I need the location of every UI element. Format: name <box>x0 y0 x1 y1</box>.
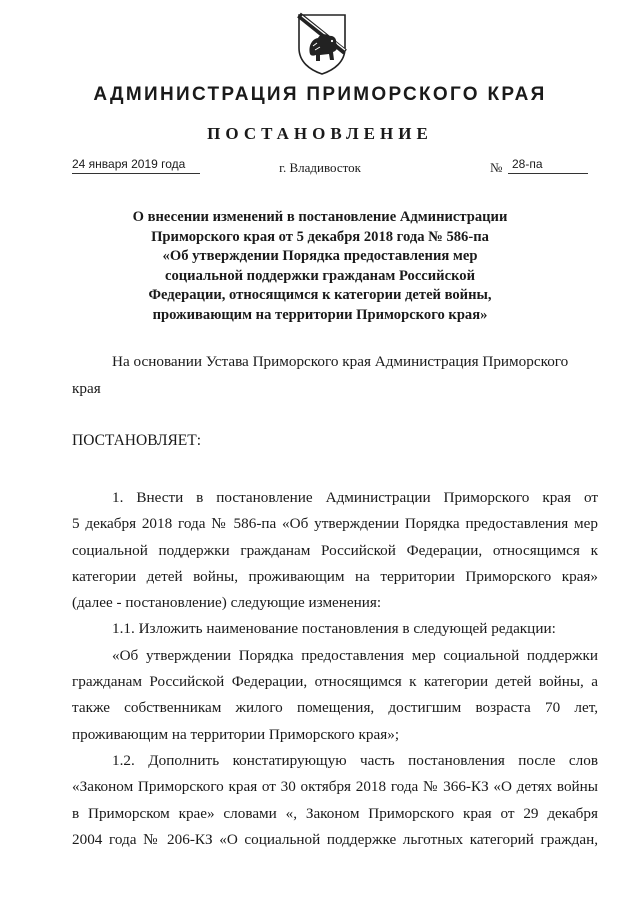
document-type: ПОСТАНОВЛЕНИЕ <box>207 124 433 143</box>
item-1-1-quote-line: «Об утверждении Порядка предоставления мер социальной поддержки <box>112 646 598 664</box>
subject-line: Федерации, относящимся к категории детей войны, <box>148 287 492 303</box>
item-1-1-quote-line: гражданам Российской Федерации, относящимся к категории детей войны, а <box>72 673 598 691</box>
item-1-line: 5 декабря 2018 года № 586-па «Об утверждении Порядка предоставления мер <box>72 515 598 533</box>
document-city: г. Владивосток <box>279 160 361 175</box>
item-1-2-line: в Приморском крае» словами «, Законом Приморского края от 29 декабря <box>72 804 598 822</box>
item-1-2-line: 1.2. Дополнить констатирующую часть постановления после слов <box>112 751 598 769</box>
subject-line: Приморского края от 5 декабря 2018 года № 586-па <box>151 228 489 245</box>
item-1-line: (далее - постановление) следующие изменения: <box>72 594 382 612</box>
item-1-line: категории детей войны, проживающим на территории Приморского края» <box>72 567 598 585</box>
item-1-1-line: 1.1. Изложить наименование постановления в следующей редакции: <box>112 620 556 638</box>
basis-line: На основании Устава Приморского края Администрация Приморского <box>112 353 569 370</box>
subject-line: социальной поддержки гражданам Российской <box>165 267 475 284</box>
basis-line: края <box>72 380 101 397</box>
document-number-label: № <box>490 160 503 175</box>
document-body <box>72 485 598 853</box>
item-1-1-quote-line: проживающим на территории Приморского края»; <box>72 725 400 743</box>
subject-line: проживающим на территории Приморского края» <box>152 306 488 323</box>
item-1-line: социальной поддержки гражданам Российской Федерации, относящимся к <box>72 541 598 559</box>
item-1-2-line: «Законом Приморского края от 30 октября 2018 года № 366-КЗ «О детях войны <box>72 778 598 796</box>
document-date: 24 января 2019 года <box>72 157 200 174</box>
document-subject <box>110 208 530 325</box>
organization-title: АДМИНИСТРАЦИЯ ПРИМОРСКОГО КРАЯ <box>93 84 547 105</box>
document-number: 28-па <box>508 157 588 174</box>
subject-line: «Об утверждении Порядка предоставления мер <box>162 248 478 264</box>
item-1-1-quote-line: также собственникам жилого помещения, достигшим возраста 70 лет, <box>72 699 598 717</box>
item-1-2-line: 2004 года № 206-КЗ «О социальной поддержке льготных категорий граждан, <box>72 830 598 848</box>
item-1-line: 1. Внести в постановление Администрации Приморского края от <box>112 489 598 506</box>
resolve-heading: ПОСТАНОВЛЯЕТ: <box>72 432 202 449</box>
coat-of-arms-icon <box>296 12 348 76</box>
basis-paragraph <box>72 348 598 402</box>
subject-line: О внесении изменений в постановление Администрации <box>132 209 508 225</box>
